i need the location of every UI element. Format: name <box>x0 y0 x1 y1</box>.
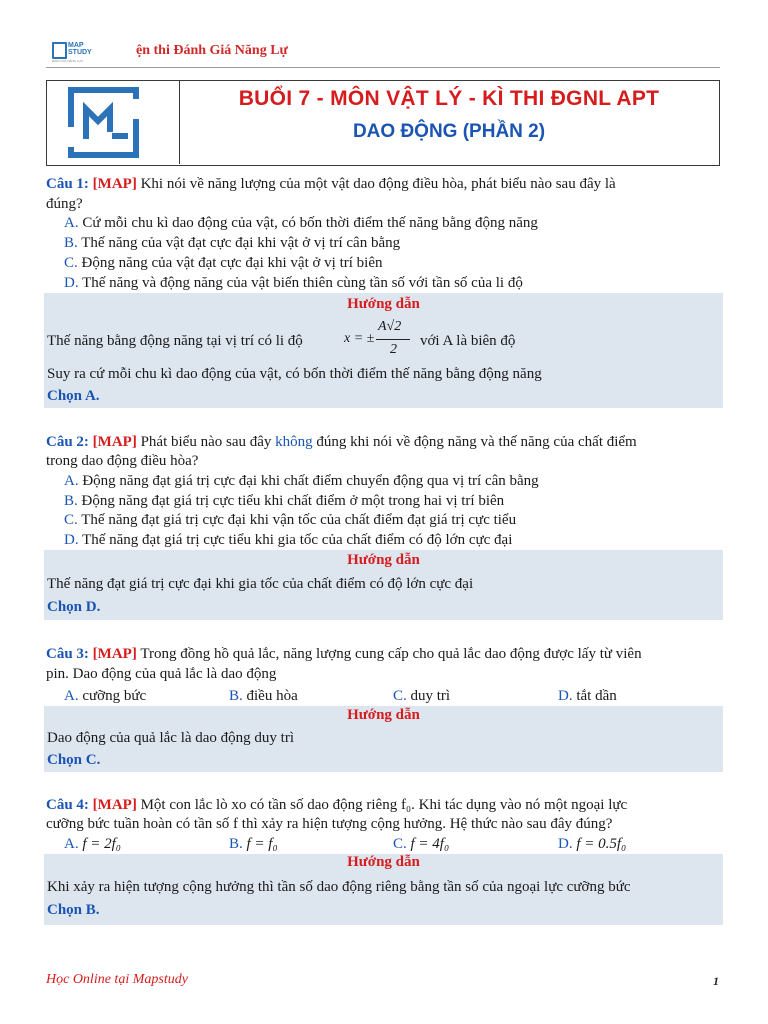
page-number: 1 <box>713 974 719 988</box>
answer-choice: Chọn B. <box>47 902 100 918</box>
option-d: D. Thế năng đạt giá trị cực tiểu khi gia tốc của chất điểm có độ lớn cực đại <box>64 532 513 548</box>
question-4 <box>46 795 722 815</box>
mapstudy-logo <box>46 40 102 64</box>
option-a: A. cưỡng bức <box>64 688 147 704</box>
question-text-cont: trong dao động điều hòa? <box>46 453 199 469</box>
question-3 <box>46 644 722 664</box>
guide-text: Thế năng bằng động năng tại vị trí có li độ <box>47 333 303 349</box>
question-text: Khi nói về năng lượng của một vật dao động điều hòa, phát biểu nào sau đây là <box>140 176 616 192</box>
option-d: D. f = 0.5f₀ <box>558 836 627 852</box>
page-header <box>46 40 720 66</box>
option-b: B. Thế năng của vật đạt cực đại khi vật ở vị trí cân bằng <box>64 235 401 251</box>
question-label: Câu 4: <box>46 797 89 813</box>
logo-tagline: ĐÁNH GIÁ NĂNG LỰC <box>52 59 84 63</box>
answer-choice: Chọn D. <box>47 599 101 615</box>
question-tag: [MAP] <box>92 646 137 662</box>
question-label: Câu 3: <box>46 646 89 662</box>
question-tag: [MAP] <box>92 434 137 450</box>
option-d: D. Thế năng và động năng của vật biến thiên cùng tần số với tần số của li độ <box>64 275 523 291</box>
logo-mark-icon <box>52 42 67 59</box>
guide-title: Hướng dẫn <box>347 552 420 568</box>
guide-title: Hướng dẫn <box>347 296 420 312</box>
guide-text: Dao động của quả lắc là dao động duy trì <box>47 730 295 746</box>
question-text: Một con lắc lò xo có tần số dao động riêng f₀. Khi tác dụng vào nó một ngoại lực <box>140 797 628 813</box>
question-1 <box>46 174 722 194</box>
logo-text-study: STUDY <box>68 49 92 56</box>
question-tag: [MAP] <box>92 176 137 192</box>
question-label: Câu 2: <box>46 434 89 450</box>
option-b: B. Động năng đạt giá trị cực tiểu khi chất điểm ở một trong hai vị trí biên <box>64 493 505 509</box>
guide-box-2 <box>44 550 723 620</box>
answer-choice: Chọn A. <box>47 388 100 404</box>
formula-denominator: 2 <box>390 342 397 357</box>
option-b: B. điều hòa <box>229 688 298 704</box>
guide-text: Thế năng đạt giá trị cực đại khi gia tốc của chất điểm có độ lớn cực đại <box>47 576 474 592</box>
option-a: A. Cứ mỗi chu kì dao động của vật, có bốn thời điểm thế năng bằng động năng <box>64 215 538 231</box>
title-logo-cell <box>47 81 180 164</box>
option-c: C. Động năng của vật đạt cực đại khi vật ở vị trí biên <box>64 255 383 271</box>
title-box <box>46 80 720 166</box>
header-divider <box>46 67 720 68</box>
option-c: C. duy trì <box>393 688 451 704</box>
m-logo-icon <box>68 87 139 158</box>
footer-text: Học Online tại Mapstudy <box>46 972 188 987</box>
question-tag: [MAP] <box>92 797 137 813</box>
formula-numerator: A√2 <box>378 319 402 334</box>
question-text-cont: đúng? <box>46 196 83 212</box>
question-text: Phát biểu nào sau đây <box>140 434 272 450</box>
option-a: A. f = 2f₀ <box>64 836 122 852</box>
formula-x: x = ± <box>344 331 375 346</box>
guide-title: Hướng dẫn <box>347 707 420 723</box>
guide-box-4 <box>44 854 723 925</box>
option-c: C. Thế năng đạt giá trị cực đại khi vận tốc của chất điểm đạt giá trị cực tiểu <box>64 512 517 528</box>
header-title: ện thi Đánh Giá Năng Lự <box>136 43 288 58</box>
question-text-cont: cưỡng bức tuần hoàn có tần số f thì xảy ra hiện tượng cộng hưởng. Hệ thức nào sau đây đúng? <box>46 816 613 832</box>
question-text-cont: pin. Dao động của quả lắc là dao động <box>46 666 277 682</box>
question-text: Trong đồng hồ quả lắc, năng lượng cung cấp cho quả lắc dao động được lấy từ viên <box>140 646 642 662</box>
question-highlight: không <box>275 434 313 450</box>
question-2 <box>46 432 722 452</box>
document-subtitle: DAO ĐỘNG (PHẦN 2) <box>352 121 546 142</box>
question-label: Câu 1: <box>46 176 89 192</box>
guide-text: Suy ra cứ mỗi chu kì dao động của vật, có bốn thời điểm thế năng bằng động năng <box>47 366 542 382</box>
option-b: B. f = f₀ <box>229 836 278 852</box>
guide-text: Khi xảy ra hiện tượng cộng hưởng thì tần số dao động riêng bằng tần số của ngoại lực cưỡng bức <box>47 879 631 895</box>
guide-text: với A là biên độ <box>420 333 516 349</box>
guide-box-1 <box>44 293 723 408</box>
fraction-bar <box>376 339 410 340</box>
guide-title: Hướng dẫn <box>347 854 420 870</box>
logo-text-map: MAP <box>68 42 84 49</box>
question-text: đúng khi nói về động năng và thế năng của chất điểm <box>316 434 637 450</box>
guide-box-3 <box>44 706 723 772</box>
document-title: BUỔI 7 - MÔN VẬT LÝ - KÌ THI ĐGNL APT <box>238 87 660 110</box>
option-c: C. f = 4f₀ <box>393 836 450 852</box>
option-a: A. Động năng đạt giá trị cực đại khi chất điểm chuyển động qua vị trí cân bằng <box>64 473 539 489</box>
option-d: D. tắt dần <box>558 688 617 704</box>
answer-choice: Chọn C. <box>47 752 101 768</box>
